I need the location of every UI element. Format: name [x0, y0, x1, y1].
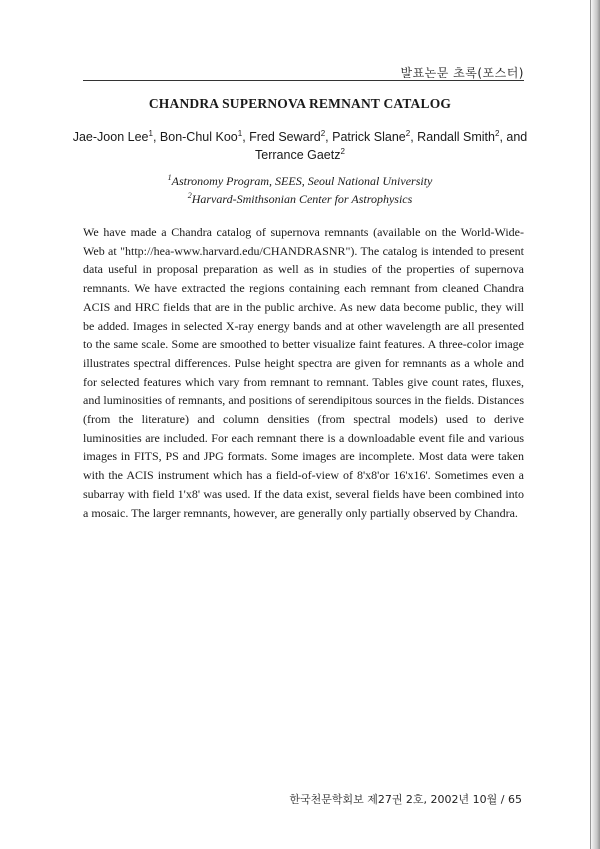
header-rule — [83, 80, 524, 81]
author-list — [70, 128, 530, 164]
author: Fred Seward$^2$, — [249, 128, 333, 144]
page-edge-shadow — [590, 0, 600, 849]
section-label: 발표논문 초록(포스터) — [400, 66, 524, 80]
abstract-text: We have made a Chandra catalog of supernova remnants (available on the World-Wide-Web at "http://hea-www.harvard.edu/CHANDRASNR"). The catalog is intended to present data useful in proposal preparation as well as in studies of the properties of supernova remnants. We have extracted the regions containing each remnant from cleaned Chandra ACIS and HRC fields that are in the public archive. As new data become public, they will be added. Images in selected X-ray energy bands and at other wavelength are all presented to the same scale. Some are smoothed to better visualize faint features. A three-color image illustrates spectral differences. Pulse height spectra are given for remnants as a whole and for selected features which vary from remnant to remnant. Tables give count rates, fluxes, and luminosities of remnants, and positions of serendipitous sources in the fields. Distances (from the literature) and column densities (from spectral models) used to derive luminosities are included. For each remnant there is a downloadable event file and various images in FITS, PS and JPG formats. Some images are incomplete. Most data were taken with the ACIS instrument which has a field-of-view of 8'x8'or 16'x16'. Sometimes even a subarray with field 1'x8' was used. If the data exist, several fields have been combined into a mosaic. The larger remnants, however, are generally only partially observed by Chandra. — [83, 225, 524, 520]
author: Terrance Gaetz$^2$ — [255, 146, 345, 162]
affiliation: $^2$Harvard-Smithsonian Center for Astrophysics — [187, 191, 413, 206]
journal-citation: 한국천문학회보 제27권 2호, 2002년 10월 / 65 — [289, 793, 522, 806]
paper-title: CHANDRA SUPERNOVA REMNANT CATALOG — [148, 96, 452, 111]
author: Jae-Joon Lee$^1$, — [72, 128, 160, 144]
author: Patrick Slane$^2$, — [332, 128, 418, 144]
author: Randall Smith$^2$, and — [417, 128, 528, 144]
affiliation-list — [0, 172, 600, 208]
affiliation: $^1$Astronomy Program, SEES, Seoul National University — [167, 173, 433, 188]
author: Bon-Chul Koo$^1$, — [159, 128, 250, 144]
